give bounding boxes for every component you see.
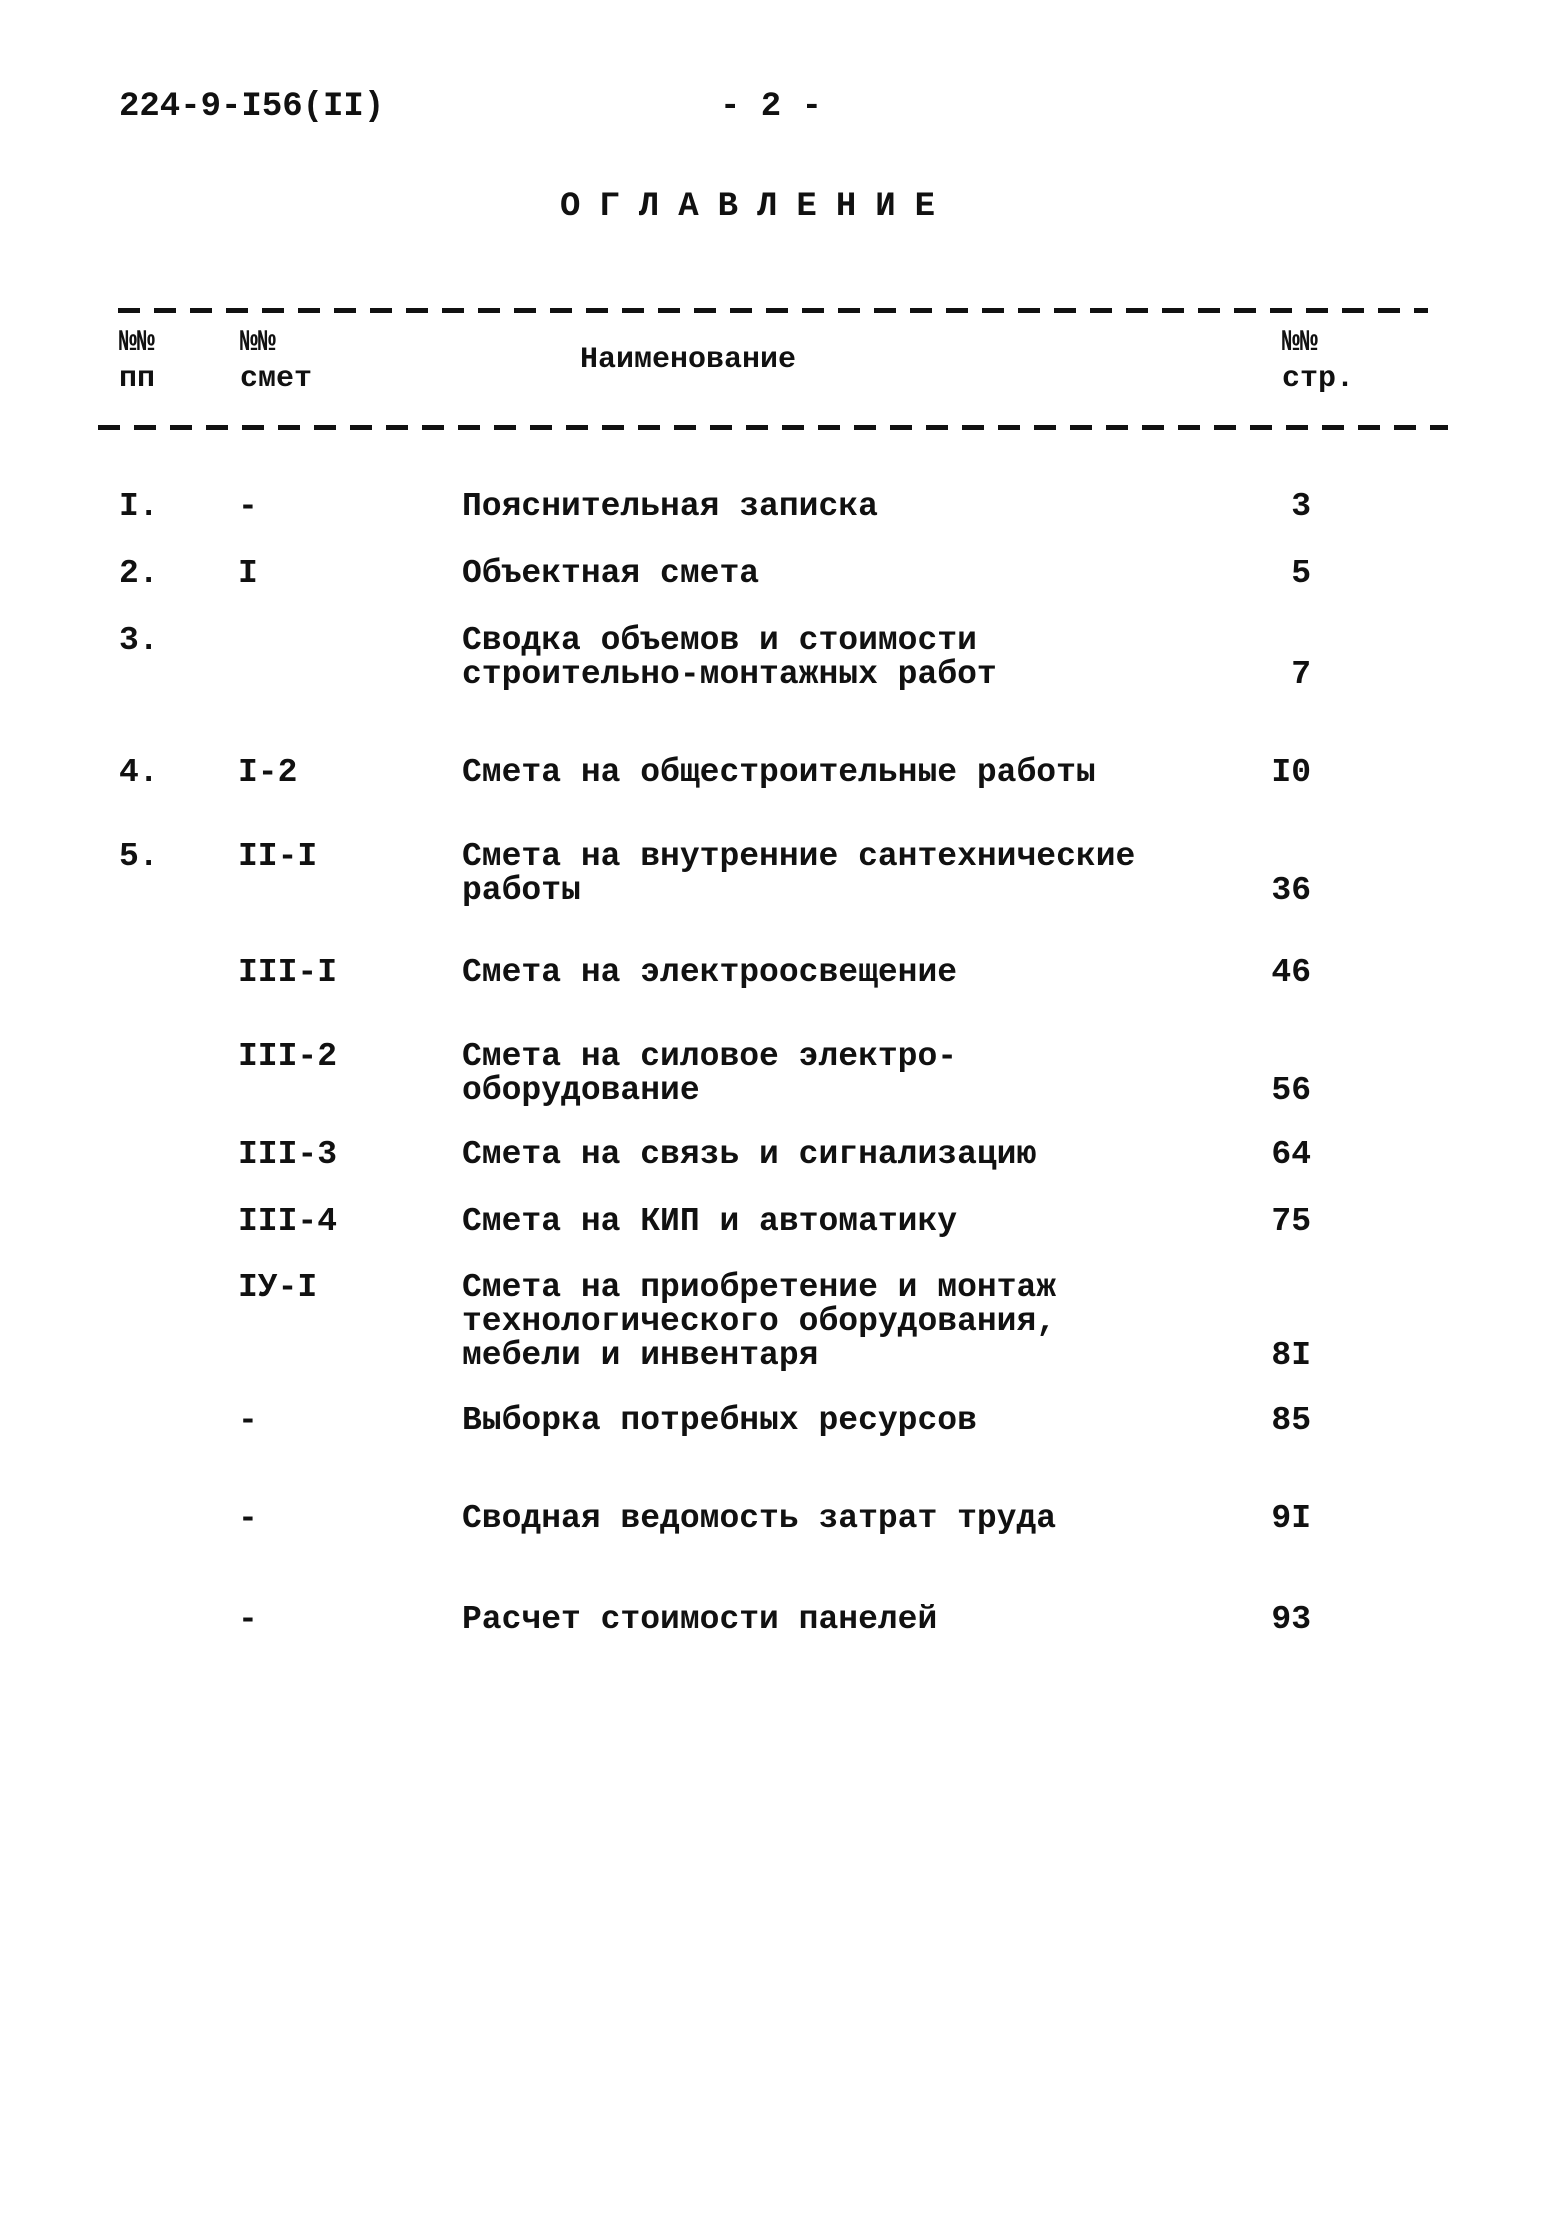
page-ref: I0 (1271, 754, 1311, 791)
section-name (462, 624, 997, 692)
section-name-line: Смета на электроосвещение (462, 954, 958, 991)
page-ref: 46 (1271, 954, 1311, 991)
divider-bottom (98, 425, 1448, 430)
estimate-number: III-3 (238, 1136, 338, 1173)
section-name (462, 1040, 957, 1108)
section-name (462, 1404, 977, 1438)
section-name-line: оборудование (462, 1072, 700, 1109)
section-name-line: Расчет стоимости панелей (462, 1601, 938, 1638)
header-page-line1: №№ (1282, 326, 1319, 360)
estimate-number: IУ-I (238, 1269, 318, 1306)
page-ref: 36 (1271, 872, 1311, 909)
header-name: Наименование (580, 343, 797, 377)
estimate-number: I-2 (238, 754, 298, 791)
estimate-number: - (238, 1500, 258, 1537)
section-name-line: Смета на приобретение и монтаж (462, 1269, 1057, 1306)
section-name-line: Объектная смета (462, 555, 760, 592)
section-name-line: строительно-монтажных работ (462, 656, 997, 693)
header-estimate-line1: №№ (240, 326, 277, 360)
divider-top (118, 308, 1428, 313)
header-num-line2: пп (119, 362, 156, 396)
page-title: ОГЛАВЛЕНИЕ (560, 188, 955, 226)
section-name-line: Смета на силовое электро- (462, 1038, 958, 1075)
row-number: 3. (119, 622, 159, 659)
row-number: I. (119, 488, 159, 525)
section-name (462, 1603, 937, 1637)
section-name-line: Выборка потребных ресурсов (462, 1402, 977, 1439)
section-name (462, 1502, 1056, 1536)
section-name (462, 956, 957, 990)
page-ref: 5 (1291, 555, 1311, 592)
page-ref: 85 (1271, 1402, 1311, 1439)
page-ref: 3 (1291, 488, 1311, 525)
row-number: 5. (119, 838, 159, 875)
estimate-number: II-I (238, 838, 318, 875)
document-code: 224-9-I56(II) (119, 88, 385, 126)
section-name (462, 840, 1135, 908)
page-ref: 9I (1271, 1500, 1311, 1537)
row-number: 2. (119, 555, 159, 592)
estimate-number: - (238, 1601, 258, 1638)
section-name-line: Сводная ведомость затрат труда (462, 1500, 1057, 1537)
header-num-line1: №№ (119, 326, 156, 360)
estimate-number: III-4 (238, 1203, 338, 1240)
page-number: - 2 - (720, 88, 823, 126)
section-name-line: Смета на связь и сигнализацию (462, 1136, 1037, 1173)
section-name (462, 557, 759, 591)
estimate-number: - (238, 488, 258, 525)
section-name-line: мебели и инвентаря (462, 1337, 819, 1374)
estimate-number: I (238, 555, 258, 592)
section-name-line: технологического оборудования, (462, 1303, 1057, 1340)
page-ref: 75 (1271, 1203, 1311, 1240)
page-ref: 7 (1291, 656, 1311, 693)
section-name (462, 1205, 957, 1239)
estimate-number: III-I (238, 954, 338, 991)
section-name-line: Смета на КИП и автоматику (462, 1203, 958, 1240)
page-ref: 56 (1271, 1072, 1311, 1109)
section-name (462, 756, 1096, 790)
section-name (462, 1271, 1056, 1373)
section-name (462, 1138, 1036, 1172)
section-name-line: работы (462, 872, 581, 909)
estimate-number: - (238, 1402, 258, 1439)
section-name-line: Сводка объемов и стоимости (462, 622, 977, 659)
section-name-line: Смета на внутренние сантехнические (462, 838, 1136, 875)
row-number: 4. (119, 754, 159, 791)
section-name (462, 490, 878, 524)
header-estimate-line2: смет (240, 362, 313, 396)
page-ref: 93 (1271, 1601, 1311, 1638)
estimate-number: III-2 (238, 1038, 338, 1075)
section-name-line: Смета на общестроительные работы (462, 754, 1096, 791)
page-ref: 8I (1271, 1337, 1311, 1374)
header-page-line2: стр. (1282, 362, 1355, 396)
section-name-line: Пояснительная записка (462, 488, 878, 525)
page-ref: 64 (1271, 1136, 1311, 1173)
